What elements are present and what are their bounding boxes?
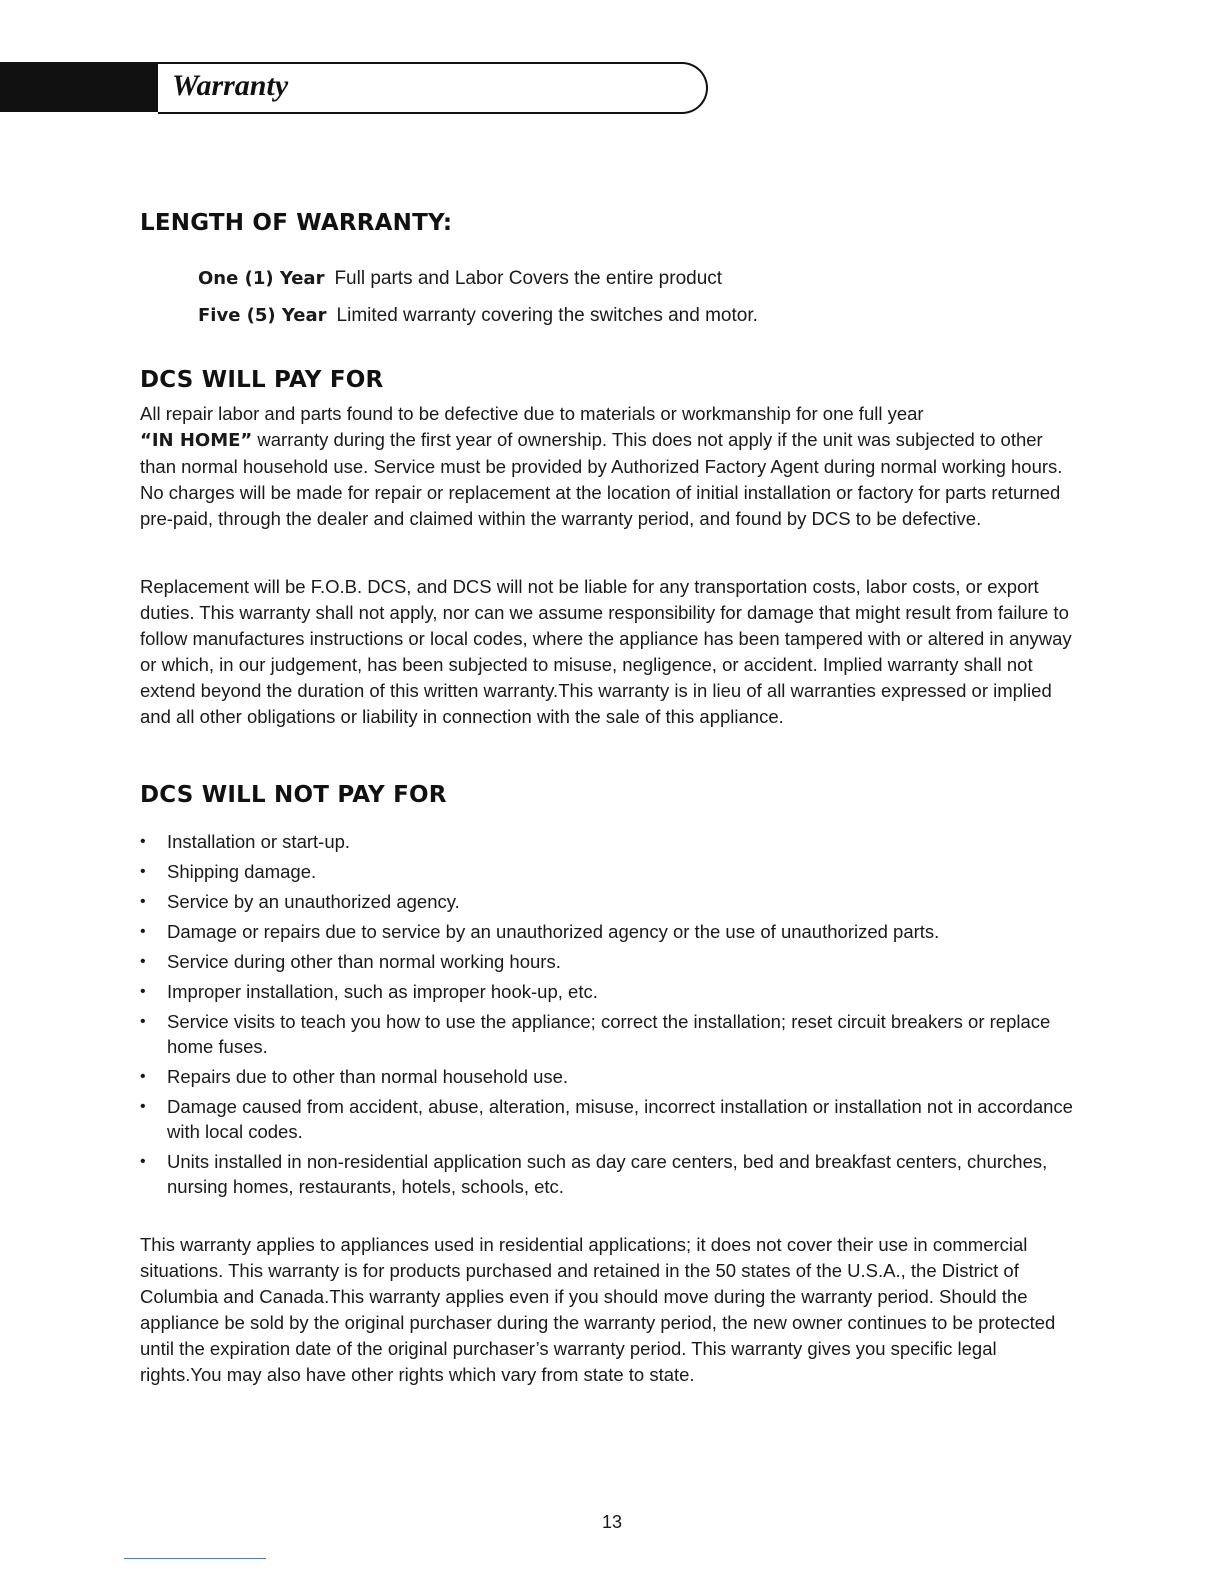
bullet-icon: •: [140, 893, 146, 910]
length-label: Five (5) Year: [198, 305, 327, 326]
bullet-icon: •: [140, 1013, 146, 1030]
header-black-bar: [0, 62, 158, 112]
will-pay-p1-start: All repair labor and parts found to be defective due to materials or workmanship for one full year: [140, 403, 924, 424]
length-row-five-year: [198, 305, 758, 327]
bullet-icon: •: [140, 1098, 146, 1115]
list-item: • Repairs due to other than normal household use.: [140, 1066, 569, 1087]
list-item: • Improper installation, such as improper hook-up, etc.: [140, 981, 598, 1002]
will-pay-paragraph-2: Replacement will be F.O.B. DCS, and DCS will not be liable for any transportation costs, labor costs, or export duties. This warranty shall not apply, nor can we assume responsibility for damage that might result from failure to follow manufactures instructions or local codes, where the appliance has been tampered with or altered in anyway or which, in our judgement, has been subjected to misuse, negligence, or accident. Implied warranty shall not extend beyond the duration of this written warranty.This warranty is in lieu of all warranties expressed or implied and all other obligations or liability in connection with the sale of this appliance.: [140, 576, 1072, 727]
bullet-icon: •: [140, 983, 146, 1000]
list-item: • Shipping damage.: [140, 861, 317, 882]
bullet-icon: •: [140, 1068, 146, 1085]
list-item: • Service visits to teach you how to use the appliance; correct the installation; reset circuit breakers or replace home fuses.: [140, 1011, 1051, 1057]
bullet-icon: •: [140, 953, 146, 970]
list-item: • Units installed in non-residential application such as day care centers, bed and breakfast centers, churches, nursing homes, restaurants, hotels, schools, etc.: [140, 1151, 1048, 1197]
will-pay-heading: DCS WILL PAY FOR: [140, 367, 384, 393]
list-item: • Damage caused from accident, abuse, alteration, misuse, incorrect installation or installation not in accordance with local codes.: [140, 1096, 1073, 1142]
length-heading: LENGTH OF WARRANTY:: [140, 210, 453, 236]
length-text: Limited warranty covering the switches and motor.: [336, 305, 758, 326]
list-item: • Service during other than normal working hours.: [140, 951, 561, 972]
length-text: Full parts and Labor Covers the entire product: [334, 268, 723, 289]
list-item: • Service by an unauthorized agency.: [140, 891, 460, 912]
bullet-icon: •: [140, 1153, 146, 1170]
bullet-icon: •: [140, 923, 146, 940]
list-item: • Installation or start-up.: [140, 831, 351, 852]
in-home-emphasis: “IN HOME”: [140, 430, 253, 451]
page-title: Warranty: [172, 69, 289, 102]
closing-paragraph: This warranty applies to appliances used in residential applications; it does not cover their use in commercial situations. This warranty is for products purchased and retained in the 50 states of the U.S.A., the District of Columbia and Canada.This warranty applies even if you should move during the warranty period. Should the appliance be sold by the original purchaser during the warranty period, the new owner continues to be protected until the expiration date of the original purchaser’s warranty period. This warranty gives you specific legal rights.You may also have other rights which vary from state to state.: [140, 1234, 1056, 1385]
will-pay-p1-rest: warranty during the first year of ownership. This does not apply if the unit was subjected to other than normal household use. Service must be provided by Authorized Factory Agent during normal working hours. No charges will be made for repair or replacement at the location of initial installation or factory for parts returned pre-paid, through the dealer and claimed within the warranty period, and found by DCS to be defective.: [140, 429, 1063, 529]
list-item: • Damage or repairs due to service by an unauthorized agency or the use of unauthorized parts.: [140, 921, 940, 942]
will-not-pay-heading: DCS WILL NOT PAY FOR: [140, 782, 447, 808]
length-label: One (1) Year: [198, 268, 325, 289]
footer-rule: [124, 1558, 266, 1559]
length-row-one-year: [198, 268, 722, 290]
bullet-icon: •: [140, 863, 146, 880]
will-not-pay-list: [140, 829, 1080, 1204]
bullet-icon: •: [140, 833, 146, 850]
will-pay-paragraph-1: [140, 401, 1080, 532]
page-number: 13: [601, 1512, 623, 1532]
